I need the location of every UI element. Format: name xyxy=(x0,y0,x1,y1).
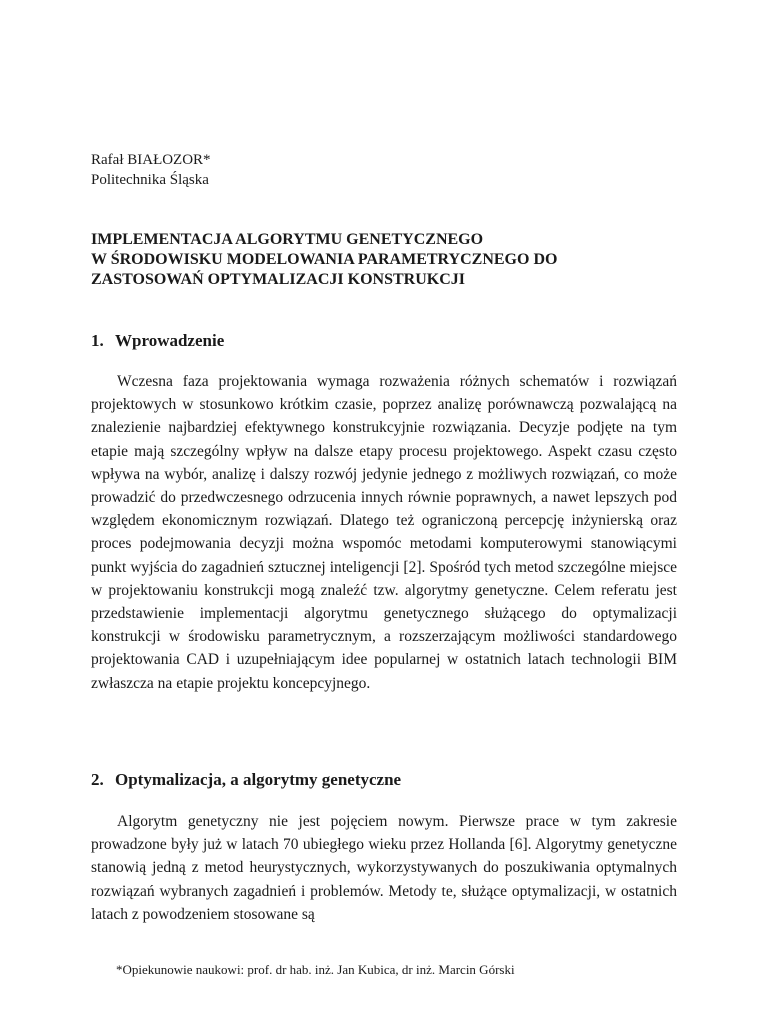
section-2-paragraph: Algorytm genetyczny nie jest pojęciem nowym. Pierwsze prace w tym zakresie prowadzone były już w latach 70 ubiegłego wieku przez Hollanda [6]. Algorytmy genetyczne stanowią jedną z metod heurystycznych, wykorzystywanych do poszukiwania optymalnych rozwiązań wybranych zagadnień i problemów. Metody te, służące optymalizacji, w ostatnich latach z powodzeniem stosowane są xyxy=(91,813,677,923)
author-block xyxy=(91,150,211,190)
section-2-number: 2. xyxy=(91,770,104,789)
paper-title xyxy=(91,230,691,290)
section-2-heading xyxy=(91,770,401,790)
section-1-number: 1. xyxy=(91,331,104,350)
footnote: *Opiekunowie naukowi: prof. dr hab. inż. Jan Kubica, dr inż. Marcin Górski xyxy=(116,962,515,977)
title-line-3: ZASTOSOWAŃ OPTYMALIZACJI KONSTRUKCJI xyxy=(91,271,465,288)
author-affiliation: Politechnika Śląska xyxy=(91,172,209,188)
title-line-2: W ŚRODOWISKU MODELOWANIA PARAMETRYCZNEGO DO xyxy=(91,251,558,268)
title-line-1: IMPLEMENTACJA ALGORYTMU GENETYCZNEGO xyxy=(91,231,484,248)
section-2-title: Optymalizacja, a algorytmy genetyczne xyxy=(115,770,402,789)
author-name: Rafał BIAŁOZOR* xyxy=(91,152,211,168)
section-1-paragraph: Wczesna faza projektowania wymaga rozważenia różnych schematów i rozwiązań projektowych w stosunkowo krótkim czasie, poprzez analizę porównawczą pozwalającą na znalezienie najbardziej efektywnego konstrukcyjnie rozwiązania. Decyzje podjęte na tym etapie mają szczególny wpływ na dalsze etapy procesu projektowego. Aspekt czasu często wpływa na wybór, analizę i dalszy rozwój jedynie jednego z możliwych rozwiązań, co może prowadzić do przedwczesnego odrzucenia innych równie poprawnych, a nawet lepszych pod względem ekonomicznym rozwiązań. Dlatego też ograniczoną percepcję inżynierską oraz proces podejmowania decyzji można wspomóc metodami komputerowymi stanowiącymi punkt wyjścia do zagadnień sztucznej inteligencji [2]. Spośród tych metod szczególne miejsce w projektowaniu konstrukcji mogą znaleźć tzw. algorytmy genetyczne. Celem referatu jest przedstawienie implementacji algorytmu genetycznego służącego do optymalizacji konstrukcji w środowisku parametrycznym, a rozszerzającym możliwości standardowego projektowania CAD i uzupełniającym idee popularnej w ostatnich latach technologii BIM zwłaszcza na etapie projektu koncepcyjnego. xyxy=(91,373,677,692)
section-1-heading xyxy=(91,331,224,351)
section-1-title: Wprowadzenie xyxy=(115,331,225,350)
